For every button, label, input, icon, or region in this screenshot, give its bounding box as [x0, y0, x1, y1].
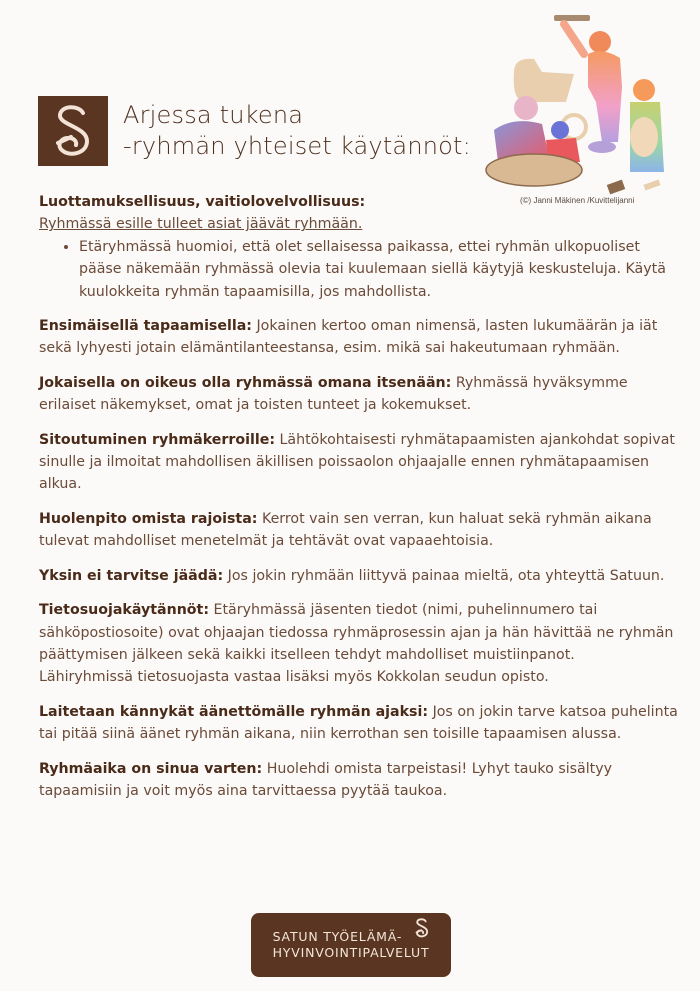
title-line-1: Arjessa tukena — [123, 101, 304, 129]
section-heading: Jokaisella on oikeus olla ryhmässä omana itsenään: — [39, 374, 452, 391]
section-text: Jos on jokin tarve katsoa puhelinta tai pitää siinä äänet ryhmän aikana, niin kerrothan sen toisille tapaamisen alussa. — [39, 703, 678, 743]
satu-s-logo-icon — [43, 101, 103, 161]
section-heading: Ensimäisellä tapaamisella: — [39, 318, 252, 335]
section-phones-silent — [39, 701, 679, 746]
woman-figure — [589, 31, 611, 53]
section-text: Huolehdi omista tarpeistasi! Lyhyt tauko sisältyy tapaamisiin ja voit myös aina tarvittaessa pyytää taukoa. — [39, 760, 613, 799]
logo — [38, 96, 108, 166]
girl-figure — [633, 79, 655, 101]
section-text: Ryhmässä hyväksymme erilaiset näkemykset, omat ja toisten tunteet ja kokemukset. — [39, 374, 628, 414]
brand-line-1: SATUN TYÖELÄMÄ- — [272, 929, 403, 944]
section-boundaries — [39, 508, 679, 553]
confidentiality-bullets — [39, 236, 679, 303]
section-be-yourself — [39, 372, 679, 417]
section-text: Jos jokin ryhmään liittyvä painaa mieltä, ota yhteyttä Satuun. — [227, 567, 665, 584]
section-text: Etäryhmässä jäsenten tiedot (nimi, puhelinnumero tai sähköpostiosoite) ovat ohjaajan tiedossa ryhmäprosessin ajan ja hän hävittää ne ryhmän päättymisen jälkeen sekä kaikki itselleen tehdyt mahdolliset muistiinpanot. — [39, 602, 674, 663]
guidelines-content — [39, 191, 679, 814]
baby-figure — [551, 121, 569, 139]
brand-line-2: HYVINVOINTIPALVELUT — [272, 945, 430, 960]
section-not-alone — [39, 565, 679, 587]
page-title — [123, 100, 471, 162]
section-text: Jokainen kertoo oman nimensä, lasten lukumäärän ja iät sekä lyhyesti jotain elämäntilanteestansa, esim. mikä sai hakeutumaan ryhmään. — [39, 318, 658, 357]
confidentiality-rule: Ryhmässä esille tulleet asiat jäävät ryhmään. — [39, 216, 363, 233]
satu-s-small-icon — [411, 915, 433, 941]
illustration-credit: (©) Janni Mäkinen /Kuvittelijanni — [520, 196, 635, 205]
section-text-extra: Lähiryhmissä tietosuojasta vastaa lisäksi myös Kokkolan seudun opisto. — [39, 669, 549, 686]
man-figure — [514, 96, 538, 120]
section-heading: Yksin ei tarvitse jäädä: — [39, 567, 224, 584]
family-illustration — [484, 12, 680, 202]
section-heading: Huolenpito omista rajoista: — [39, 510, 258, 527]
table-icon — [486, 154, 582, 186]
title-line-2: -ryhmän yhteiset käytännöt: — [123, 132, 471, 160]
section-privacy — [39, 599, 679, 689]
section-text: Lähtökohtaisesti ryhmätapaamisten ajankohdat sopivat sinulle ja ilmoitat mahdollisen äkillisen poissaolon ohjaajalle ennen ryhmätapaamisen alkua. — [39, 431, 675, 493]
section-commitment — [39, 429, 679, 496]
section-heading: Tietosuojakäytännöt: — [39, 602, 210, 619]
footer-brand-badge — [251, 913, 451, 977]
section-first-meeting — [39, 315, 679, 360]
section-heading: Luottamuksellisuus, vaitiolovelvollisuus: — [39, 194, 366, 210]
shelf-icon — [554, 15, 590, 21]
section-heading: Ryhmäaika on sinua varten: — [39, 760, 263, 777]
section-heading: Laitetaan kännykät äänettömälle ryhmän ajaksi: — [39, 703, 429, 720]
section-confidentiality — [39, 191, 679, 303]
section-text: Kerrot vain sen verran, kun haluat sekä ryhmän aikana tulevat mahdolliset menetelmät ja tehtävät ovat vapaaehtoisia. — [39, 510, 652, 550]
stroller-icon — [514, 59, 574, 102]
section-heading: Sitoutuminen ryhmäkerroille: — [39, 431, 276, 448]
section-group-time — [39, 758, 679, 803]
bullet-item: • Etäryhmässä huomioi, että olet sellaisessa paikassa, ettei ryhmän ulkopuoliset pääse näkemään ryhmässä olevia tai kuulemaan siellä käytyjä keskusteluja. Käytä kuulokkeita ryhmän tapaamisilla, jos mahdollista. — [79, 236, 679, 303]
